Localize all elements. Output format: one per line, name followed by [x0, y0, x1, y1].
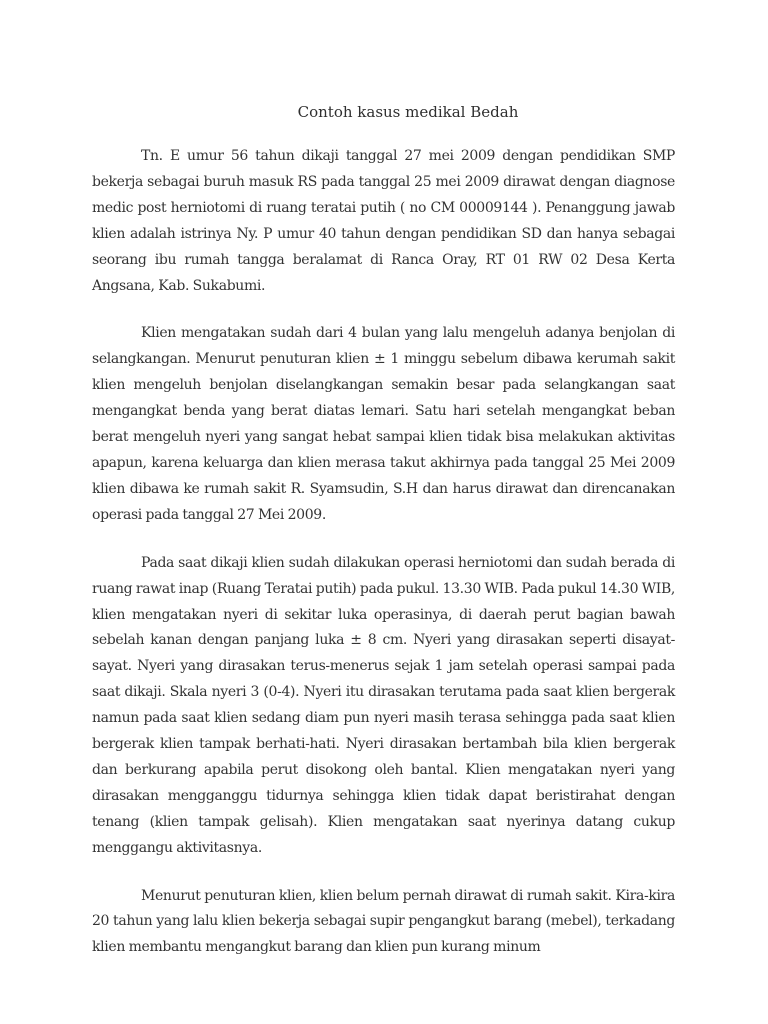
paragraph-illness-history: Klien mengatakan sudah dari 4 bulan yang lalu mengeluh adanya benjolan di selangkangan. Menurut penuturan klien ± 1 minggu sebelum dibawa kerumah sakit klien mengeluh benjolan diselangkangan semakin besar pada selangkangan saat mengangkat benda yang berat diatas lemari. Satu hari setelah mengangkat beban berat mengeluh nyeri yang sangat hebat sampai klien tidak bisa melakukan aktivitas apapun, karena keluarga dan klien merasa takut akhirnya pada tanggal 25 Mei 2009 klien dibawa ke rumah sakit R. Syamsudin, S.H dan harus dirawat dan direncanakan operasi pada tanggal 27 Mei 2009. — [92, 325, 675, 523]
document-title: Contoh kasus medikal Bedah — [297, 103, 519, 121]
paragraph-past-history: Menurut penuturan klien, klien belum pernah dirawat di rumah sakit. Kira-kira 20 tahun yang lalu klien bekerja sebagai supir pengangkut barang (mebel), terkadang klien membantu mengangkut barang dan klien pun kurang minum — [92, 887, 675, 956]
paragraph-pain-assessment: Pada saat dikaji klien sudah dilakukan operasi herniotomi dan sudah berada di ruang rawat inap (Ruang Teratai putih) pada pukul. 13.30 WIB. Pada pukul 14.30 WIB, klien mengatakan nyeri di sekitar luka operasinya, di daerah perut bagian bawah sebelah kanan dengan panjang luka ± 8 cm. Nyeri yang dirasakan seperti disayat-sayat. Nyeri yang dirasakan terus-menerus sejak 1 jam setelah operasi sampai pada saat dikaji. Skala nyeri 3 (0-4). Nyeri itu dirasakan terutama pada saat klien bergerak namun pada saat klien sedang diam pun nyeri masih terasa sehingga pada saat klien bergerak klien tampak berhati-hati. Nyeri dirasakan bertambah bila klien bergerak dan berkurang apabila perut disokong oleh bantal. Klien mengatakan nyeri yang dirasakan mengganggu tidurnya sehingga klien tidak dapat beristirahat dengan tenang (klien tampak gelisah). Klien mengatakan saat nyerinya datang cukup menggangu aktivitasnya. — [92, 554, 675, 856]
document-body — [92, 144, 675, 961]
paragraph-patient-identity: Tn. E umur 56 tahun dikaji tanggal 27 mei 2009 dengan pendidikan SMP bekerja sebagai buruh masuk RS pada tanggal 25 mei 2009 dirawat dengan diagnose medic post herniotomi di ruang teratai putih ( no CM 00009144 ). Penanggung jawab klien adalah istrinya Ny. P umur 40 tahun dengan pendidikan SD dan hanya sebagai seorang ibu rumah tangga beralamat di Ranca Oray, RT 01 RW 02 Desa Kerta Angsana, Kab. Sukabumi. — [92, 148, 675, 294]
